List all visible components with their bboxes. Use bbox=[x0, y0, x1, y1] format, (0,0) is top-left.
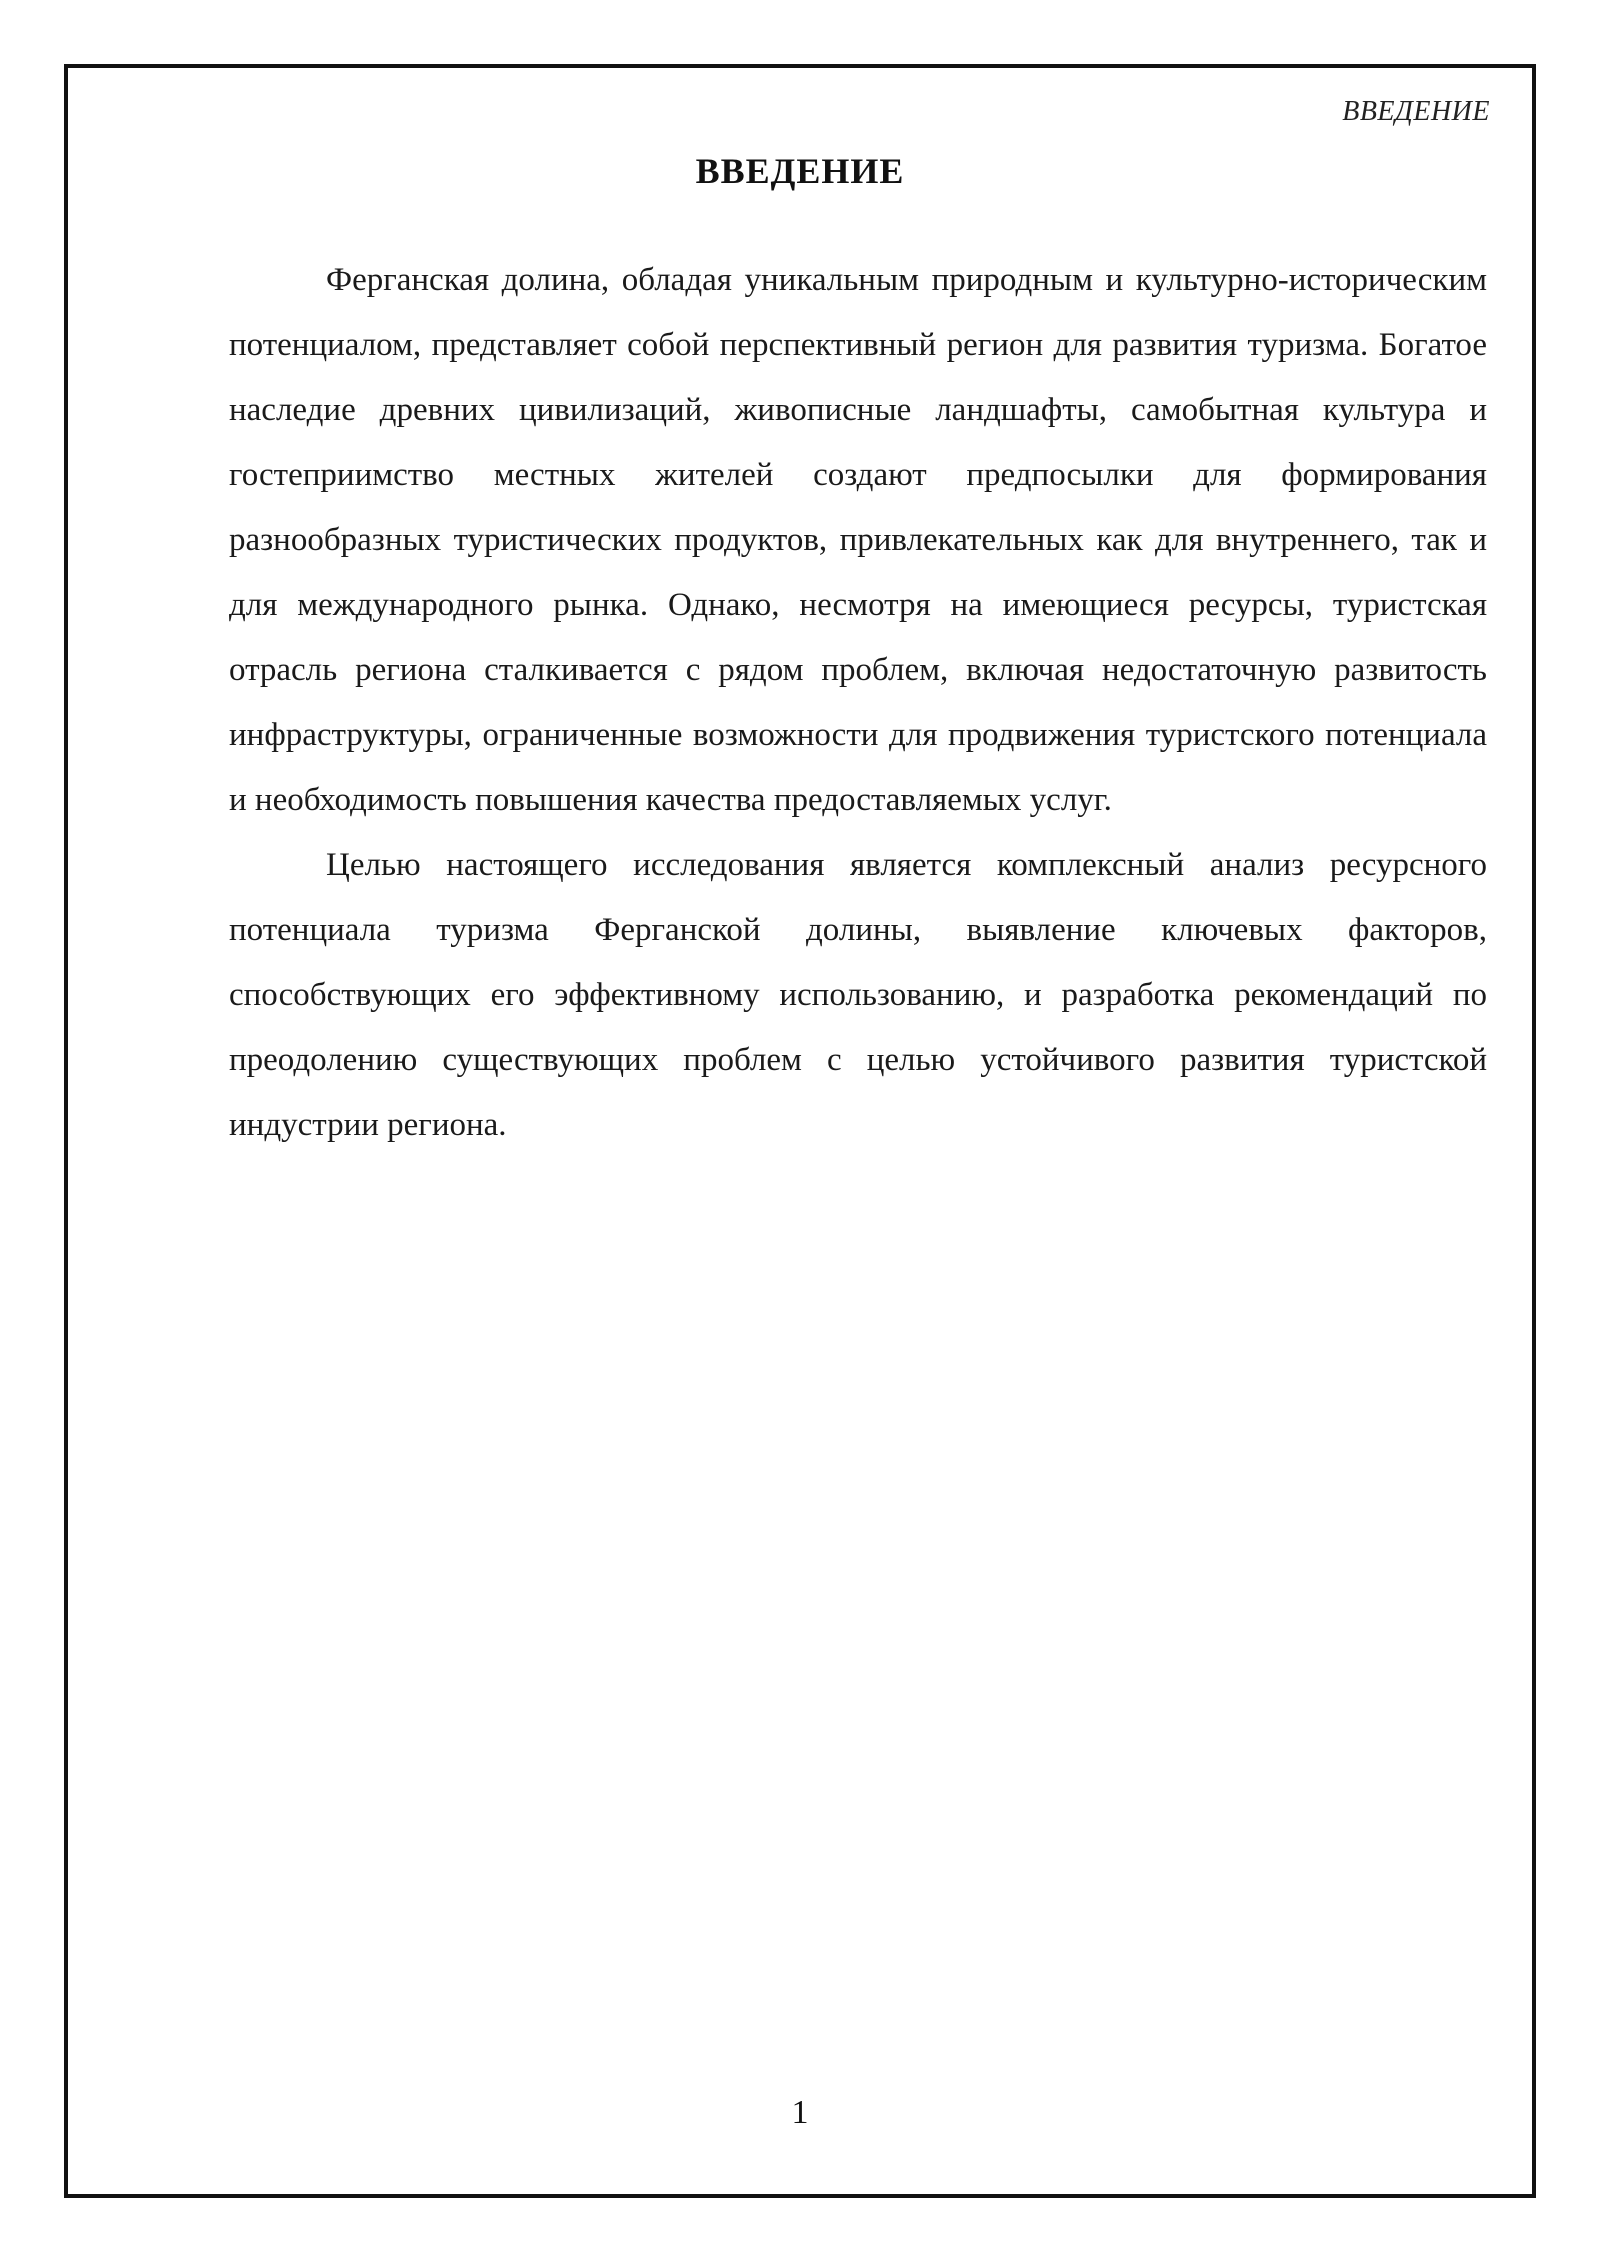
paragraph-2: Целью настоящего исследования является комплексный анализ ресурсного потенциала туризма Ферганской долины, выявление ключевых факторов, способствующих его эффективному использованию, и разработка рекомендаций по преодолению существующих проблем с целью устойчивого развития туристской индустрии региона. bbox=[229, 847, 1487, 1143]
page-number: 1 bbox=[791, 2094, 809, 2131]
page-title: ВВЕДЕНИЕ bbox=[695, 151, 905, 191]
running-header: ВВЕДЕНИЕ bbox=[1342, 96, 1490, 127]
paragraph-1: Ферганская долина, обладая уникальным природным и культурно-историческим потенциалом, представляет собой перспективный регион для развития туризма. Богатое наследие древних цивилизаций, живописные ландшафты, самобытная культура и гостеприимство местных жителей создают предпосылки для формирования разнообразных туристических продуктов, привлекательных как для внутреннего, так и для международного рынка. Однако, несмотря на имеющиеся ресурсы, туристская отрасль региона сталкивается с рядом проблем, включая недостаточную развитость инфраструктуры, ограниченные возможности для продвижения туристского потенциала и необходимость повышения качества предоставляемых услуг. bbox=[229, 262, 1487, 818]
document-body bbox=[229, 248, 1487, 1158]
